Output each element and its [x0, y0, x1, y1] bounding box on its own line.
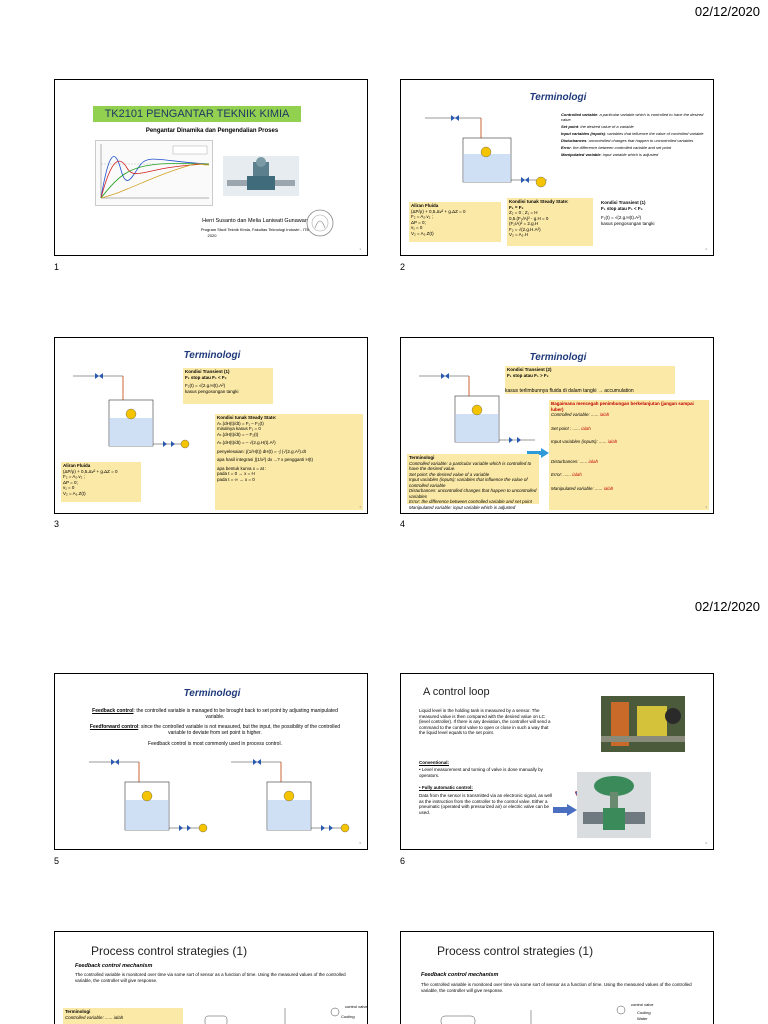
level-sensor-photo — [601, 696, 685, 752]
slide-3-title: Terminologi — [183, 350, 241, 361]
slide-7-subtitle: Feedback control mechanism — [75, 963, 153, 969]
slide-6-conventional-heading: Conventional: — [419, 760, 449, 765]
slide-3-page: 3 — [359, 505, 361, 509]
slide-number-2: 2 — [400, 262, 406, 272]
slide-3[interactable] — [54, 337, 368, 514]
slide-1-subtitle: Pengantar Dinamika dan Pengendalian Proses — [145, 128, 279, 134]
page-date-top: 02/12/2020 — [694, 4, 760, 19]
slide-8-text: The controlled variable is monitored over time via some sort of sensor as a function of time. Using the measured values of the controlled variable, the controller will give response. — [421, 982, 692, 993]
slide-6-page: 6 — [705, 841, 707, 845]
slide-4-terminology-box: Terminologi Controlled variable: a particular variable which is controlled to have the desired value. Set point: the desired value of a variable Input variables (inputs): variables that influence the value of controlled variable Disturbances: uncontrolled changes that happen to uncontrolled variables Error: the difference between controlled variable and set point Manipulated variable: input variable which is adjusted — [407, 454, 539, 504]
slide-7-label-control-valve: control valve — [345, 1004, 368, 1009]
tank-diagram — [69, 366, 193, 456]
slide-4[interactable] — [400, 337, 714, 514]
slide-8-label-water: Water — [637, 1016, 648, 1021]
slide-7-label-cooling: Cooling — [341, 1014, 355, 1019]
slide-3-box-fluid-flow: Aliran Fluida (ΔP/ρ) + 0,5.Δv² + g.ΔZ = 0 F₂ = A₂.v₂ ; ΔP = 0; v₁ = 0 V₂ = A₂.Z(t) — [61, 462, 141, 502]
slide-4-question-box: Bagaimana mencegah penimbungan berkelanjutan (jangan sampai luber) Controlled variable: ...... ialah Set point : ...... ialah Input variables (inputs): ...... ialah Disturbances: ...... ialah Error: ...... ialah Manipulated variable: ...... ialah — [549, 400, 709, 510]
slide-8-title: Process control strategies (1) — [437, 944, 594, 958]
slide-1-authors: Herri Susanto dan Melia Laniwati Gunawan — [202, 218, 308, 224]
feedback-tank-diagram — [85, 754, 209, 844]
slide-7-terminology-box: Terminologi Controlled variable: ...... ialah — [63, 1008, 183, 1024]
slide-5-feedforward-def: Feedforward control: since the controlled variable is not measured, but the input, the possibility of the controlled variable to deviate from set point is higher. — [89, 724, 341, 736]
outlet-marker-icon — [535, 176, 547, 188]
slide-4-title: Terminologi — [529, 352, 587, 363]
slide-2-box-fluid-flow: Aliran Fluida (ΔP/ρ) + 0,5.Δv² + g.ΔZ = 0 F₂ = A₂.v₂ ; ΔP = 0; v₁ = 0 V₂ = A₂.Z(t) — [409, 202, 501, 242]
control-valve-photo — [223, 156, 299, 196]
slide-3-box-transient: Kondisi Transient (1) F₁ stop atau F₁ < F₂ F₂(t) = √(2.g.H(t).A²) kasus pengosongan tangki — [183, 368, 273, 404]
itb-logo — [305, 208, 335, 238]
slide-2-box-transient: Kondisi Transient (1) F₁ stop atau F₁ < F₂ F₂(t) = √(2.g.H(t).A²) kasus pengosongan tangki — [601, 200, 655, 226]
slide-number-6: 6 — [400, 856, 406, 866]
slide-6[interactable] — [400, 673, 714, 850]
slide-4-accumulation: kasus terlimbunnya fluida di dalam tangki → accumulation — [505, 388, 634, 394]
slide-5-note: Feedback control is most commonly used in process control. — [148, 741, 282, 747]
slide-8[interactable] — [400, 931, 714, 1024]
slide-6-title: A control loop — [423, 686, 490, 698]
slide-8-subtitle: Feedback control mechanism — [421, 972, 499, 978]
slide-7-title: Process control strategies (1) — [91, 944, 248, 958]
slide-2-box-steady-state: Kondisi tunak Steady State: F₁ = F₂ Z₂ = 0 ; Z₁ = H 0,5.(F₂/A)² - g.H = 0 (F₂/A)² = 2.g.H F₂ = √(2.g.H.A²) V₂ = A₂.H — [507, 198, 593, 246]
tank-diagram — [421, 108, 551, 192]
slide-6-intro: Liquid level in the holding tank is measured by a sensor. The measured value is then compared with the desired value on LC (level controller). If there is any deviation, the controller will send a command to the control valve to open or close in such a way that the liquid level equals to the set point. — [419, 708, 551, 735]
slide-7-text: The controlled variable is monitored over time via some sort of sensor as a function of time. Using the measured values of the controlled variable, the controller will give response. — [75, 972, 346, 983]
slide-1-year: 2020 — [207, 233, 217, 238]
slide-5-title: Terminologi — [183, 688, 241, 699]
page-date-middle: 02/12/2020 — [694, 599, 760, 614]
slide-7[interactable] — [54, 931, 368, 1024]
slide-2-page: 2 — [705, 247, 707, 251]
slide-6-conventional-body: • Level measurement and turning of valve is done manually by operators. — [419, 767, 543, 778]
slide-5-page: 5 — [359, 841, 361, 845]
slide-1[interactable] — [54, 79, 368, 256]
terminology-definitions: Controlled variable: a particular variable which is controlled to have the desired value. Set point: the desired value of a variable Input variables (inputs): variables that influence the value of controlled variable Disturbances: uncontrolled changes that happen to uncontrolled variables Error: the difference between controlled variable and set point Manipulated variable: input variable which is adjusted — [561, 112, 704, 157]
pneumatic-valve-photo — [577, 772, 651, 838]
slide-1-page: 1 — [359, 247, 361, 251]
slide-6-automatic-heading: • Fully automatic control: — [419, 785, 473, 790]
slide-1-title: TK2101 PENGANTAR TEKNIK KIMIA — [93, 106, 301, 122]
slide-8-label-cooling: Cooling — [637, 1010, 651, 1015]
slide-number-1: 1 — [54, 262, 60, 272]
slide-2-title: Terminologi — [529, 92, 587, 103]
slide-number-5: 5 — [54, 856, 60, 866]
slide-5-feedback-def: Feedback control: the controlled variable is managed to be brought back to set point by adjusting manipulated variable. — [92, 708, 338, 720]
arrow-valve-icon — [553, 804, 577, 816]
slide-7-feedback-diagram — [185, 1002, 368, 1024]
slide-4-box-transient: Kondisi Transient (2) F₁ stop atau F₁ > F₂ — [505, 366, 675, 394]
slide-1-institution: Program Studi Teknik Kimia, Fakultas Teknologi Industri - ITB — [200, 227, 310, 232]
slide-3-box-steady-state: Kondisi tunak Steady State: Aₜ.(dH(t)/dt) = F₁ – F₂(t) misalnya kasus F₁ = 0 Aₜ.(dH(t)/dt) = – F₂(t) Aₜ.(dH(t)/dt) = – √(2.g.H(t).A²) penyelesaian: ∫(1/H(t)) dH(t) = -∫ (√(2.g.A²).dt apa hasil integrasi ∫(1/x²) dx ...? x pengganti H(t) apa bentuk kurva x = at : pada t = 0 → x = H pada t = ∞ → x = 0 — [215, 414, 363, 510]
slide-number-4: 4 — [400, 519, 406, 529]
slide-8-feedback-diagram — [421, 1002, 711, 1024]
slide-5[interactable] — [54, 673, 368, 850]
feedforward-tank-diagram — [227, 754, 351, 844]
slide-number-3: 3 — [54, 519, 60, 529]
slide-2[interactable] — [400, 79, 714, 256]
slide-6-automatic-body: Data from the sensor is transmitted via an electronic signal, as well as the instruction from the controller to the control valve. Either a pneumatic (operated with pressurized air) or electric valve can be used. — [419, 793, 553, 815]
slide-4-page: 4 — [705, 505, 707, 509]
slide-8-label-control-valve: control valve — [631, 1002, 654, 1007]
response-curve-illustration — [95, 140, 213, 206]
